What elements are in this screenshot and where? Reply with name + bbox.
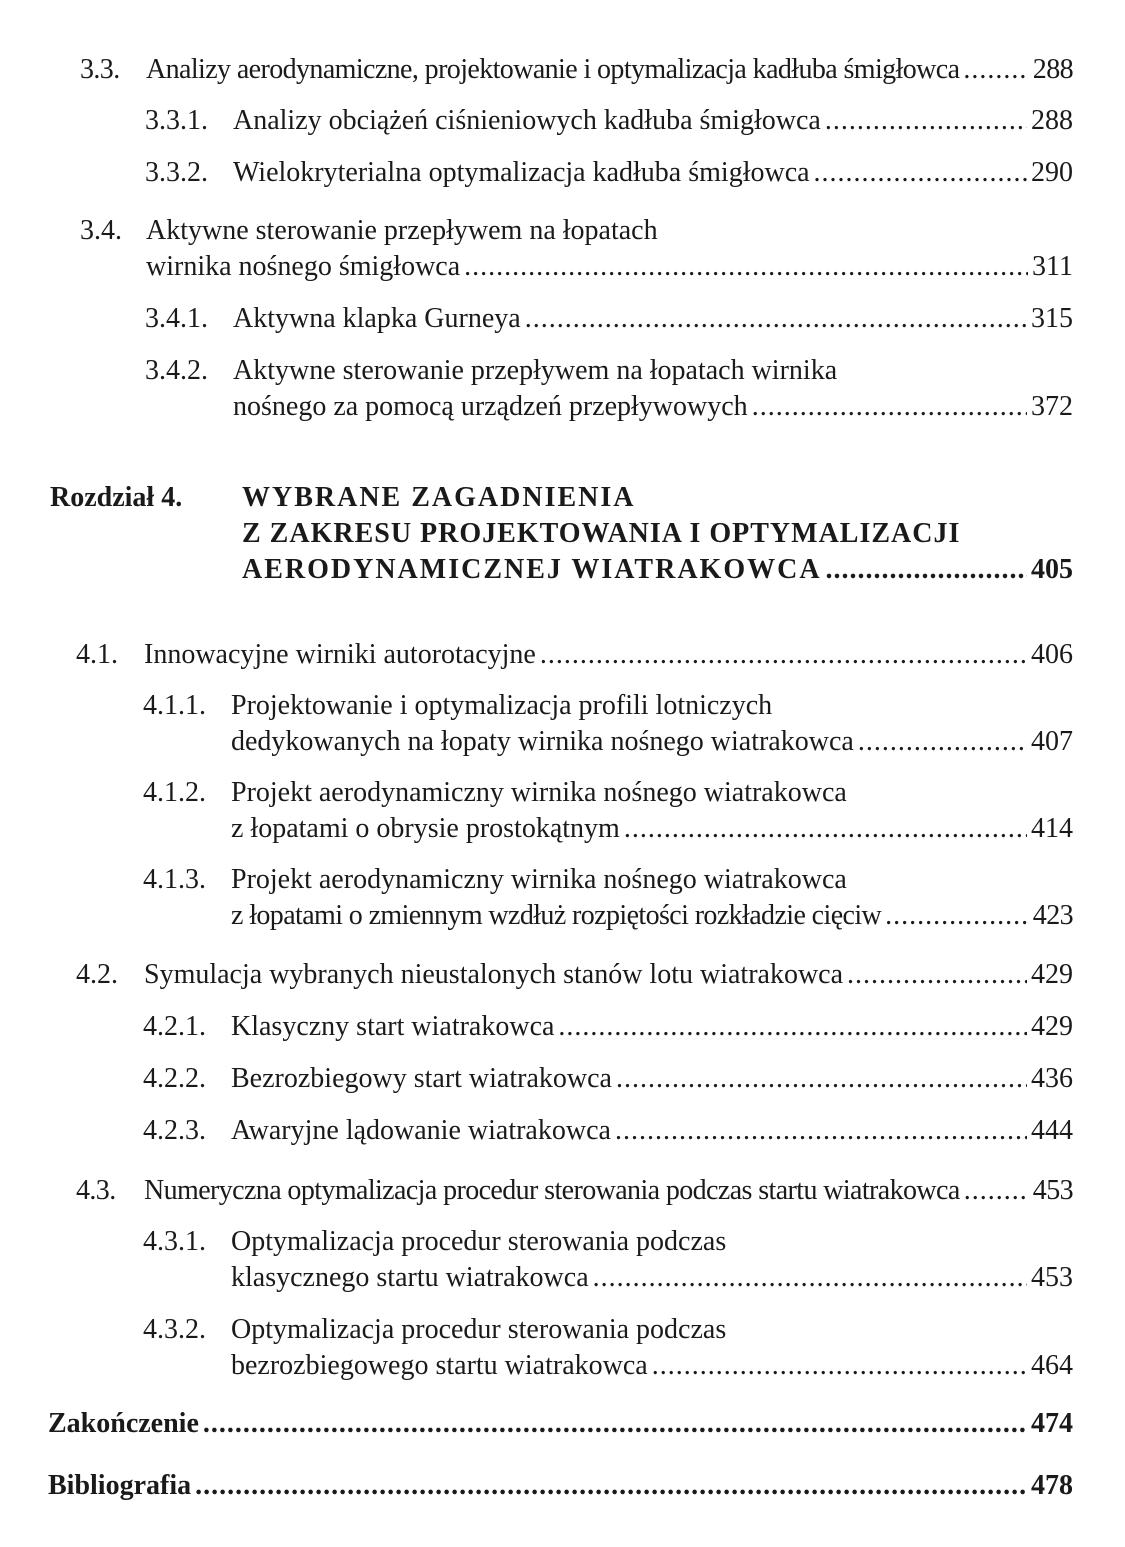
entry-number: 3.3.2.	[145, 157, 208, 188]
toc-entry[interactable]	[143, 862, 1073, 934]
toc-entry[interactable]	[143, 1113, 1073, 1149]
toc-entry-bibliography[interactable]	[48, 1468, 1073, 1504]
dot-leader	[858, 724, 1027, 760]
dot-leader	[814, 155, 1027, 191]
chapter-label: Rozdział 4.	[50, 482, 183, 513]
chapter-heading[interactable]	[50, 480, 1073, 588]
entry-page: 406	[1031, 639, 1073, 670]
entry-title: Zakończenie	[48, 1408, 199, 1439]
entry-number: 4.1.3.	[143, 864, 206, 895]
chapter-page: 405	[1031, 554, 1073, 585]
toc-entry-conclusion[interactable]	[48, 1406, 1073, 1442]
toc-entry[interactable]	[143, 1061, 1073, 1097]
entry-page: 429	[1031, 959, 1073, 990]
dot-leader	[195, 1468, 1027, 1504]
dot-leader	[652, 1348, 1027, 1384]
entry-title: Aktywne sterowanie przepływem na łopatach wirnika	[233, 355, 838, 386]
dot-leader	[752, 389, 1027, 425]
entry-number: 4.2.1.	[143, 1011, 206, 1042]
entry-number: 3.4.1.	[145, 303, 208, 334]
toc-entry[interactable]	[145, 353, 1073, 425]
toc-entry[interactable]	[145, 155, 1073, 191]
entry-title-continued: nośnego za pomocą urządzeń przepływowych	[233, 391, 748, 422]
toc-entry[interactable]	[145, 301, 1073, 337]
entry-title: Projekt aerodynamiczny wirnika nośnego wiatrakowca	[231, 864, 847, 895]
toc-entry[interactable]	[76, 957, 1073, 993]
entry-title-continued: z łopatami o obrysie prostokątnym	[231, 813, 620, 844]
entry-number: 4.3.1.	[143, 1226, 206, 1257]
dot-leader	[615, 1113, 1027, 1149]
entry-title: Innowacyjne wirniki autorotacyjne	[144, 639, 536, 670]
entry-page: 288	[1032, 54, 1073, 85]
entry-title: Projektowanie i optymalizacja profili lotniczych	[231, 690, 773, 721]
entry-title: Aktywna klapka Gurneya	[233, 303, 521, 334]
chapter-title-line-2: Z ZAKRESU PROJEKTOWANIA I OPTYMALIZACJI	[242, 518, 961, 549]
entry-page: 453	[1031, 1262, 1073, 1293]
entry-title: Analizy aerodynamiczne, projektowanie i optymalizacja kadłuba śmigłowca	[146, 54, 960, 85]
toc-entry[interactable]	[80, 52, 1073, 88]
entry-title: Projekt aerodynamiczny wirnika nośnego wiatrakowca	[231, 777, 847, 808]
entry-number: 3.3.	[80, 54, 120, 85]
dot-leader	[593, 1260, 1027, 1296]
entry-number: 4.1.2.	[143, 777, 206, 808]
dot-leader	[203, 1406, 1027, 1442]
entry-title: Symulacja wybranych nieustalonych stanów lotu wiatrakowca	[144, 959, 844, 990]
dot-leader	[525, 301, 1027, 337]
dot-leader	[847, 957, 1027, 993]
dot-leader	[464, 249, 1028, 285]
toc-entry[interactable]	[143, 1009, 1073, 1045]
chapter-title-line-1: WYBRANE ZAGADNIENIA	[242, 482, 636, 513]
toc-entry[interactable]	[143, 775, 1073, 847]
chapter-title-line-3: AERODYNAMICZNEJ WIATRAKOWCA	[242, 554, 822, 585]
entry-page: 429	[1031, 1011, 1073, 1042]
entry-number: 4.3.	[76, 1175, 116, 1206]
dot-leader	[885, 898, 1029, 934]
entry-page: 423	[1032, 900, 1073, 931]
dot-leader	[964, 1173, 1029, 1209]
entry-number: 3.4.2.	[145, 355, 208, 386]
entry-page: 444	[1031, 1115, 1073, 1146]
entry-title: Optymalizacja procedur sterowania podczas	[231, 1314, 727, 1345]
dot-leader	[558, 1009, 1027, 1045]
toc-entry[interactable]	[80, 213, 1073, 285]
entry-page: 414	[1031, 813, 1073, 844]
entry-number: 3.4.	[80, 215, 122, 246]
entry-page: 315	[1031, 303, 1073, 334]
toc-entry[interactable]	[143, 688, 1073, 760]
entry-page: 290	[1031, 157, 1073, 188]
entry-number: 4.2.2.	[143, 1063, 206, 1094]
dot-leader	[624, 811, 1027, 847]
entry-page: 464	[1031, 1350, 1073, 1381]
entry-page: 436	[1031, 1063, 1073, 1094]
dot-leader	[963, 52, 1028, 88]
entry-title: Klasyczny start wiatrakowca	[231, 1011, 555, 1042]
toc-entry[interactable]	[145, 103, 1073, 139]
entry-title: Bibliografia	[48, 1470, 192, 1501]
entry-title: Aktywne sterowanie przepływem na łopatach	[146, 215, 658, 246]
entry-page: 453	[1032, 1175, 1073, 1206]
entry-number: 4.2.	[76, 959, 118, 990]
toc-entry[interactable]	[143, 1312, 1073, 1384]
entry-number: 4.3.2.	[143, 1314, 206, 1345]
entry-title: Numeryczna optymalizacja procedur sterowania podczas startu wiatrakowca	[144, 1175, 960, 1206]
entry-number: 4.1.	[76, 639, 118, 670]
entry-number: 4.1.1.	[143, 690, 206, 721]
entry-title: Analizy obciążeń ciśnieniowych kadłuba śmigłowca	[233, 105, 821, 136]
entry-page: 288	[1031, 105, 1073, 136]
entry-title-continued: wirnika nośnego śmigłowca	[146, 251, 461, 282]
entry-title: Wielokryterialna optymalizacja kadłuba śmigłowca	[233, 157, 810, 188]
toc-entry[interactable]	[76, 1173, 1073, 1209]
toc-entry[interactable]	[143, 1224, 1073, 1296]
entry-title-continued: dedykowanych na łopaty wirnika nośnego wiatrakowca	[231, 726, 854, 757]
entry-page: 407	[1031, 726, 1073, 757]
dot-leader	[540, 637, 1027, 673]
entry-page: 478	[1031, 1470, 1073, 1501]
entry-page: 372	[1031, 391, 1073, 422]
entry-title-continued: bezrozbiegowego startu wiatrakowca	[231, 1350, 648, 1381]
dot-leader	[825, 103, 1027, 139]
dot-leader	[616, 1061, 1027, 1097]
entry-title: Awaryjne lądowanie wiatrakowca	[231, 1115, 611, 1146]
entry-title-continued: klasycznego startu wiatrakowca	[231, 1262, 589, 1293]
entry-title-continued: z łopatami o zmiennym wzdłuż rozpiętości rozkładzie cięciw	[231, 900, 882, 931]
entry-number: 3.3.1.	[145, 105, 208, 136]
entry-title: Bezrozbiegowy start wiatrakowca	[231, 1063, 612, 1094]
entry-number: 4.2.3.	[143, 1115, 206, 1146]
dot-leader	[826, 552, 1027, 588]
toc-entry[interactable]	[76, 637, 1073, 673]
entry-title: Optymalizacja procedur sterowania podczas	[231, 1226, 727, 1257]
entry-page: 311	[1032, 251, 1073, 282]
entry-page: 474	[1031, 1408, 1073, 1439]
